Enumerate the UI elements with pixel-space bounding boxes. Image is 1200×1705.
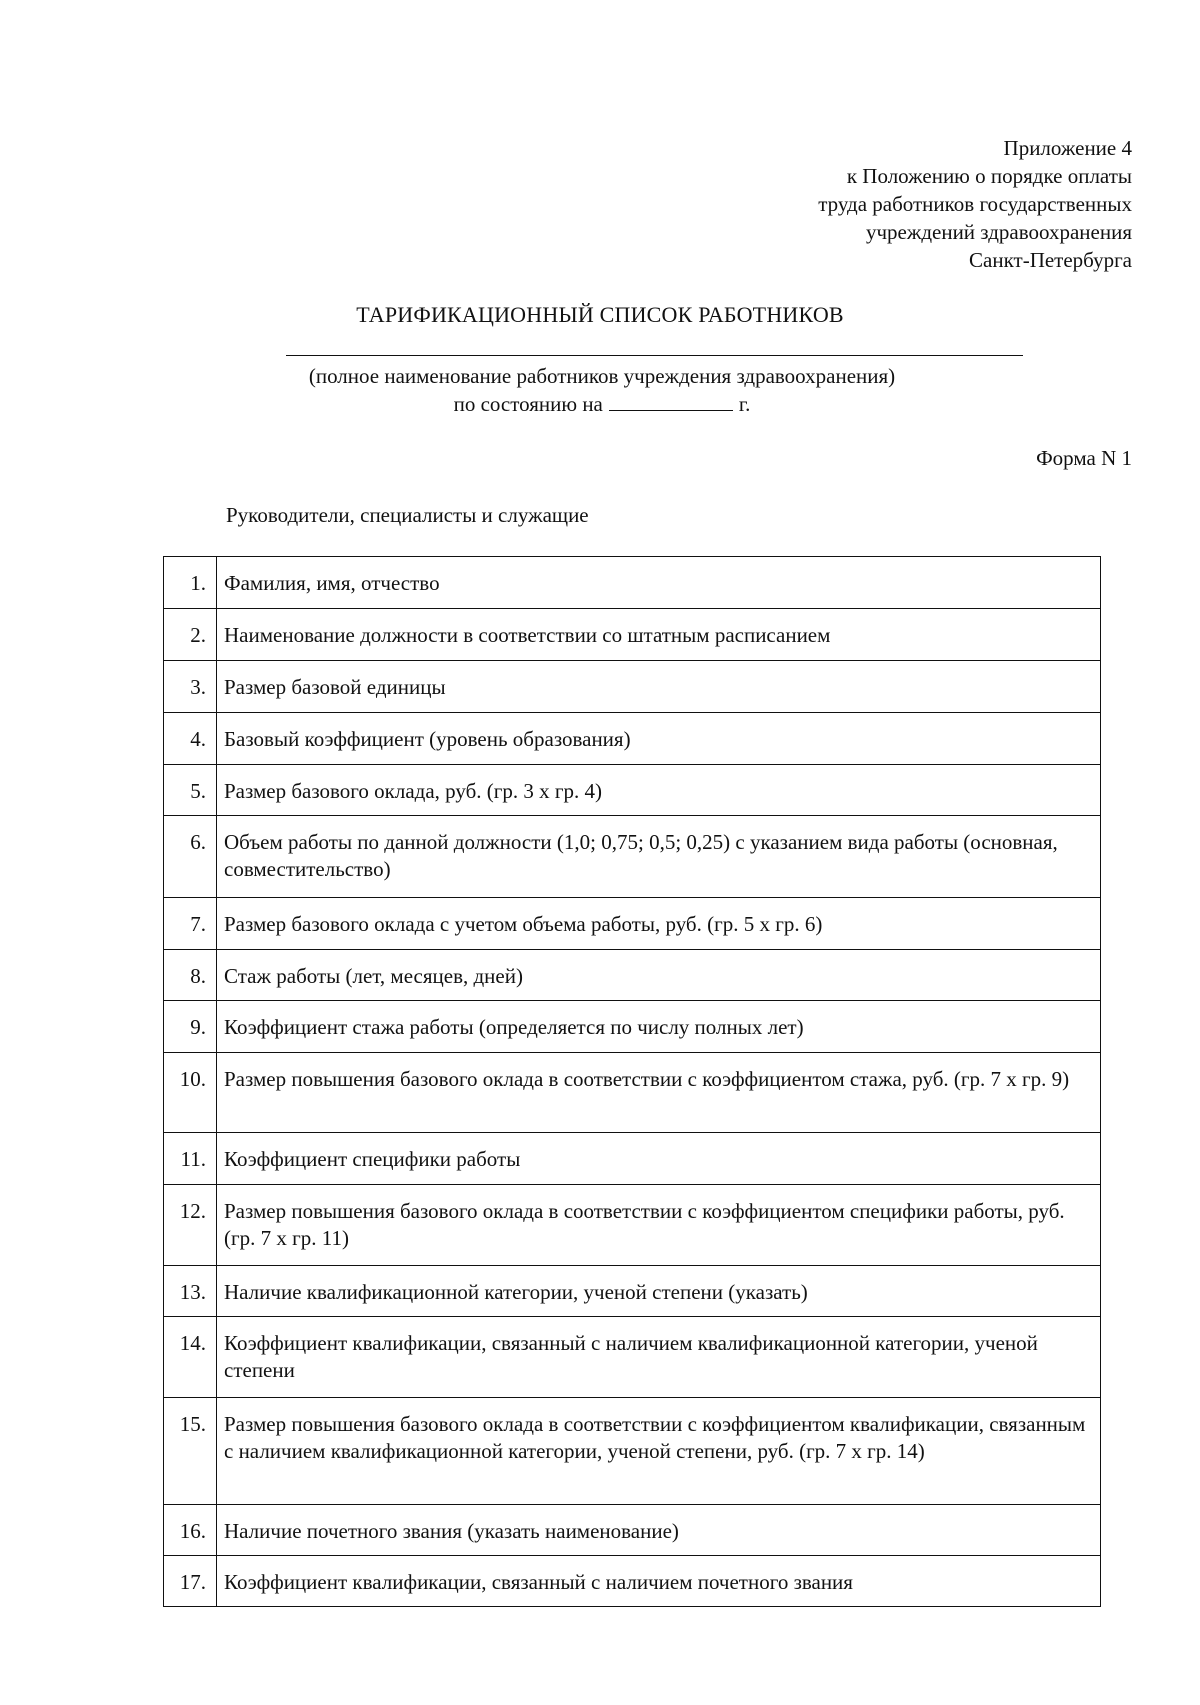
table-row <box>164 765 1101 816</box>
row-text-cell <box>217 1398 1101 1505</box>
row-text: Коэффициент квалификации, связанный с наличием квалификационной категории, ученой степени <box>224 1331 1038 1382</box>
row-number-cell <box>164 1053 217 1133</box>
row-text-cell <box>217 1317 1101 1398</box>
row-number: 14. <box>179 1331 206 1355</box>
table-row <box>164 1398 1101 1505</box>
row-number: 16. <box>179 1519 206 1543</box>
table-row <box>164 1001 1101 1053</box>
form-number: Форма N 1 <box>1036 446 1132 470</box>
date-blank <box>609 390 733 411</box>
row-number-cell <box>164 1266 217 1317</box>
row-text: Размер повышения базового оклада в соответствии с коэффициентом специфики работы, руб. (гр. 7 x гр. 11) <box>224 1199 1065 1250</box>
row-text: Стаж работы (лет, месяцев, дней) <box>224 964 523 988</box>
appendix-line: труда работников государственных <box>818 192 1132 216</box>
appendix-header <box>818 134 1132 274</box>
row-text: Наличие почетного звания (указать наименование) <box>224 1519 679 1543</box>
row-number: 13. <box>179 1280 206 1304</box>
appendix-line: Приложение 4 <box>1003 136 1132 160</box>
appendix-line: Санкт-Петербурга <box>969 248 1132 272</box>
row-text-cell <box>217 816 1101 898</box>
items-table <box>163 556 1101 1607</box>
row-number: 15. <box>179 1412 206 1436</box>
table-row <box>164 1505 1101 1556</box>
date-prefix: по состоянию на <box>453 392 603 416</box>
row-number-cell <box>164 557 217 609</box>
row-text: Базовый коэффициент (уровень образования) <box>224 727 631 751</box>
row-number: 17. <box>179 1570 206 1594</box>
row-number: 8. <box>190 964 206 988</box>
row-text-cell <box>217 1266 1101 1317</box>
section-heading: Руководители, специалисты и служащие <box>226 503 589 527</box>
row-text-cell <box>217 765 1101 816</box>
document-title: ТАРИФИКАЦИОННЫЙ СПИСОК РАБОТНИКОВ <box>356 302 844 327</box>
row-text: Размер базовой единицы <box>224 675 446 699</box>
row-text: Размер базового оклада с учетом объема работы, руб. (гр. 5 x гр. 6) <box>224 912 823 936</box>
row-text: Объем работы по данной должности (1,0; 0,75; 0,5; 0,25) с указанием вида работы (основная, совместительство) <box>224 830 1058 881</box>
table-row <box>164 1556 1101 1607</box>
row-text: Коэффициент специфики работы <box>224 1147 521 1171</box>
row-number-cell <box>164 1133 217 1185</box>
row-number: 2. <box>190 623 206 647</box>
row-text-cell <box>217 713 1101 765</box>
row-number-cell <box>164 1398 217 1505</box>
row-text-cell <box>217 557 1101 609</box>
table-row <box>164 816 1101 898</box>
row-text: Коэффициент стажа работы (определяется по числу полных лет) <box>224 1015 804 1039</box>
row-number-cell <box>164 1185 217 1266</box>
table-row <box>164 661 1101 713</box>
row-text-cell <box>217 609 1101 661</box>
row-number: 6. <box>190 830 206 854</box>
table-row <box>164 1133 1101 1185</box>
row-text-cell <box>217 898 1101 950</box>
row-text-cell <box>217 950 1101 1001</box>
row-number: 12. <box>179 1199 206 1223</box>
row-text: Фамилия, имя, отчество <box>224 571 440 595</box>
row-text: Наличие квалификационной категории, ученой степени (указать) <box>224 1280 808 1304</box>
table-row <box>164 609 1101 661</box>
appendix-line: учреждений здравоохранения <box>865 220 1132 244</box>
row-number: 7. <box>190 912 206 936</box>
date-line <box>200 390 1004 418</box>
row-number: 1. <box>190 571 206 595</box>
row-text: Размер базового оклада, руб. (гр. 3 x гр. 4) <box>224 779 602 803</box>
table-row <box>164 1266 1101 1317</box>
table-row <box>164 950 1101 1001</box>
row-text: Коэффициент квалификации, связанный с наличием почетного звания <box>224 1570 853 1594</box>
row-number: 9. <box>190 1015 206 1039</box>
row-text: Размер повышения базового оклада в соответствии с коэффициентом стажа, руб. (гр. 7 x гр. 9) <box>224 1067 1070 1091</box>
table-row <box>164 1185 1101 1266</box>
row-text-cell <box>217 1505 1101 1556</box>
row-number: 5. <box>190 779 206 803</box>
row-number: 3. <box>190 675 206 699</box>
row-text-cell <box>217 1556 1101 1607</box>
row-number-cell <box>164 661 217 713</box>
row-number-cell <box>164 1505 217 1556</box>
table-row <box>164 898 1101 950</box>
row-number: 4. <box>190 727 206 751</box>
row-text: Размер повышения базового оклада в соответствии с коэффициентом квалификации, связанным с наличием квалификационной категории, ученой степени, руб. (гр. 7 x гр. 14) <box>224 1412 1086 1463</box>
row-number-cell <box>164 713 217 765</box>
row-number-cell <box>164 765 217 816</box>
institution-name-blank-line <box>286 355 1023 356</box>
row-text-cell <box>217 1133 1101 1185</box>
table-row <box>164 713 1101 765</box>
row-number-cell <box>164 1556 217 1607</box>
row-text-cell <box>217 1001 1101 1053</box>
row-number-cell <box>164 609 217 661</box>
table-row <box>164 1053 1101 1133</box>
row-number: 11. <box>180 1147 206 1171</box>
appendix-line: к Положению о порядке оплаты <box>846 164 1132 188</box>
row-text-cell <box>217 1053 1101 1133</box>
row-text-cell <box>217 661 1101 713</box>
row-number-cell <box>164 898 217 950</box>
row-number-cell <box>164 1001 217 1053</box>
row-text-cell <box>217 1185 1101 1266</box>
document-subtitle-block <box>200 362 1004 418</box>
table-row <box>164 557 1101 609</box>
row-number-cell <box>164 816 217 898</box>
date-suffix: г. <box>738 392 751 416</box>
document-subtitle: (полное наименование работников учреждения здравоохранения) <box>308 364 896 388</box>
row-number-cell <box>164 950 217 1001</box>
table-row <box>164 1317 1101 1398</box>
row-number-cell <box>164 1317 217 1398</box>
row-text: Наименование должности в соответствии со штатным расписанием <box>224 623 831 647</box>
row-number: 10. <box>179 1067 206 1091</box>
